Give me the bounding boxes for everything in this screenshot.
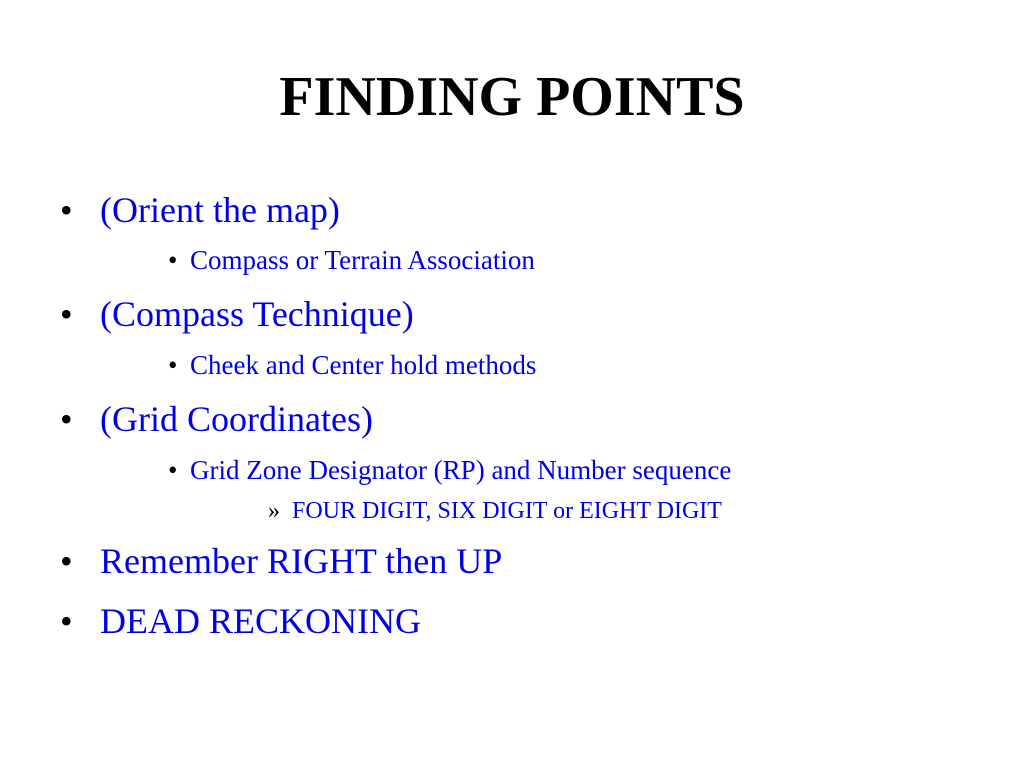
sub-sub-bullet-text: FOUR DIGIT, SIX DIGIT or EIGHT DIGIT [292,498,722,524]
bullet-text: (Compass Technique) [100,294,414,334]
chevron-icon: » [268,498,280,524]
slide-title: FINDING POINTS [279,66,745,128]
bullet-text: Remember RIGHT then UP [100,541,503,581]
bullet-icon: • [60,294,73,334]
bullet-text: (Grid Coordinates) [100,399,373,439]
bullet-icon: • [60,601,73,641]
sub-bullet-text: Grid Zone Designator (RP) and Number sequence [190,455,732,485]
bullet-icon: • [168,245,178,275]
sub-bullet-text: Compass or Terrain Association [190,245,535,275]
bullet-icon: • [60,399,73,439]
sub-bullet-text: Cheek and Center hold methods [190,350,537,380]
bullet-icon: • [60,541,73,581]
bullet-icon: • [168,455,178,485]
bullet-icon: • [60,190,73,230]
bullet-text: (Orient the map) [100,190,340,230]
bullet-icon: • [168,350,178,380]
bullet-text: DEAD RECKONING [100,601,421,641]
